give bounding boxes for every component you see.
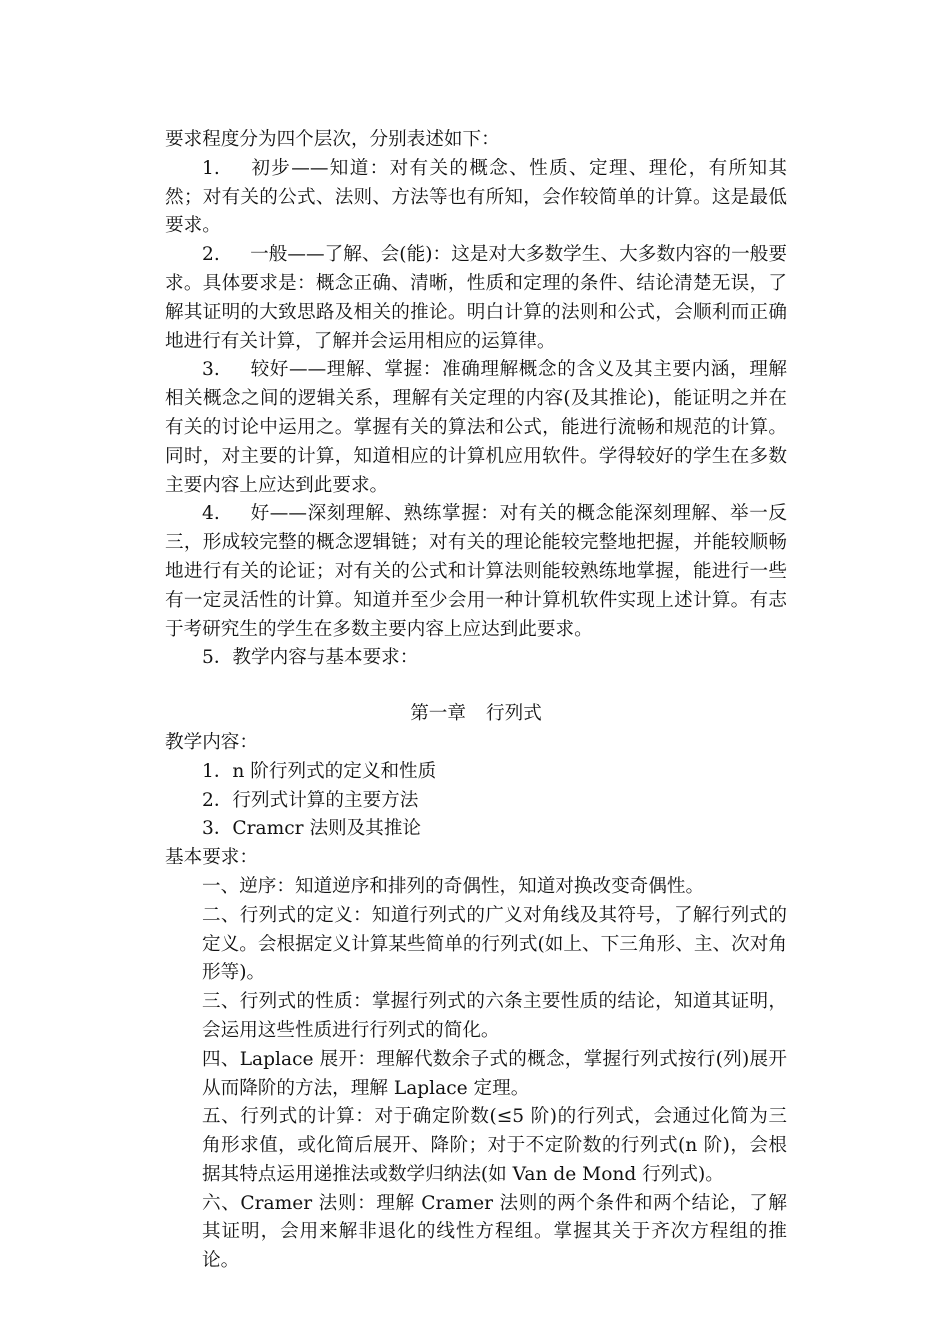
chapter-name: 行列式 <box>486 703 542 725</box>
document-body <box>165 126 787 1276</box>
chapter-title <box>165 700 787 729</box>
requirement-item: 五、行列式的计算：对于确定阶数(≤5 阶)的行列式，会通过化简为三角形求值，或化简后展开、降阶；对于不定阶数的行列式(n 阶)，会根据其特点运用递推法或数学归纳法(如 Van de Mond 行列式)。 <box>202 1106 787 1185</box>
requirement-item: 二、行列式的定义：知道行列式的广义对角线及其符号，了解行列式的定义。会根据定义计算某些简单的行列式(如上、下三角形、主、次对角形等)。 <box>202 904 787 984</box>
level-number: 4. <box>202 503 220 525</box>
requirement-item: 一、逆序：知道逆序和排列的奇偶性，知道对换改变奇偶性。 <box>202 875 705 897</box>
level-paragraph-4 <box>165 500 787 644</box>
level-paragraph-3 <box>165 356 787 500</box>
intro-paragraph: 要求程度分为四个层次，分别表述如下： <box>165 129 500 150</box>
content-item: 1．n 阶行列式的定义和性质 <box>202 760 437 782</box>
content-heading: 教学内容： <box>165 731 258 753</box>
level-number: 1. <box>202 157 220 179</box>
level-paragraph-1 <box>165 155 787 241</box>
item-5-paragraph: 5．教学内容与基本要求： <box>202 647 419 669</box>
chapter-number: 第一章 <box>410 703 466 725</box>
level-number: 3. <box>202 359 220 381</box>
requirements-heading: 基本要求： <box>165 847 258 869</box>
level-paragraph-2 <box>165 241 787 356</box>
level-text: 一般——了解、会(能)：这是对大多数学生、大多数内容的一般要求。具体要求是：概念正确、清晰，性质和定理的条件、结论清楚无误，了解其证明的大致思路及相关的推论。明白计算的法则和公式，会顺利而正确地进行有关计算，了解并会运用相应的运算律。 <box>165 244 787 352</box>
content-item: 2．行列式计算的主要方法 <box>202 789 419 811</box>
level-text: 好——深刻理解、熟练掌握：对有关的概念能深刻理解、举一反三，形成较完整的概念逻辑链；对有关的理论能较完整地把握，并能较顺畅地进行有关的论证；对有关的公式和计算法则能较熟练地掌握，能进行一些有一定灵活性的计算。知道并至少会用一种计算机软件实现上述计算。有志于考研究生的学生在多数主要内容上应达到此要求。 <box>165 503 787 640</box>
requirement-item: 六、Cramer 法则：理解 Cramer 法则的两个条件和两个结论，了解其证明，会用来解非退化的线性方程组。掌握其关于齐次方程组的推论。 <box>202 1192 787 1272</box>
level-text: 初步——知道：对有关的概念、性质、定理、理伦，有所知其然；对有关的公式、法则、方法等也有所知，会作较简单的计算。这是最低要求。 <box>165 157 787 237</box>
requirement-item: 三、行列式的性质：掌握行列式的六条主要性质的结论，知道其证明，会运用这些性质进行行列式的简化。 <box>202 991 787 1041</box>
requirement-item: 四、Laplace 展开：理解代数余子式的概念，掌握行列式按行(列)展开从而降阶的方法，理解 Laplace 定理。 <box>202 1048 787 1099</box>
level-text: 较好——理解、掌握：准确理解概念的含义及其主要内涵，理解相关概念之间的逻辑关系，理解有关定理的内容(及其推论)，能证明之并在有关的讨论中运用之。掌握有关的算法和公式，能进行流畅和规范的计算。同时，对主要的计算，知道相应的计算机应用软件。学得较好的学生在多数主要内容上应达到此要求。 <box>165 359 787 496</box>
content-item: 3．Cramcr 法则及其推论 <box>202 818 422 840</box>
level-number: 2. <box>202 244 220 266</box>
